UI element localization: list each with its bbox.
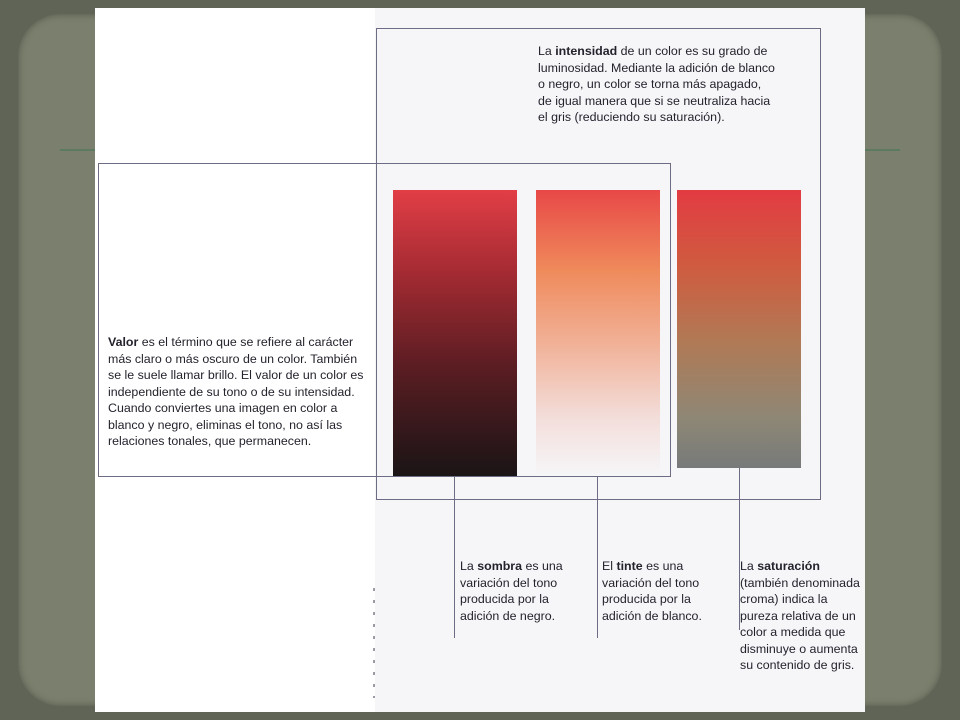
intensity-term: intensidad	[555, 44, 618, 58]
saturation-term: saturación	[757, 559, 820, 573]
shade-term: sombra	[477, 559, 522, 573]
saturation-caption	[740, 558, 860, 674]
intensity-paragraph	[538, 43, 778, 126]
tint-prefix: El	[602, 559, 617, 573]
shade-swatch	[393, 190, 517, 476]
page-left-lower	[95, 475, 375, 712]
tint-caption	[602, 558, 722, 624]
saturation-prefix: La	[740, 559, 758, 573]
tint-leader-line	[597, 476, 598, 638]
value-body: es el término que se refiere al carácter más claro o más oscuro de un color. También se le suele llamar brillo. El valor de un color es independiente de su tono o de su intensidad. Cuando conviertes una imagen en color a blanco y negro, eliminas el tono, no así las relaciones tonales, que permanecen.	[108, 335, 364, 448]
intensity-body: de un color es su grado de luminosidad. Mediante la adición de blanco o negro, un color se torna más apagado, de igual manera que si se neutraliza hacia el gris (reduciendo su saturación).	[538, 44, 775, 124]
scanned-page	[95, 8, 865, 712]
shade-prefix: La	[460, 559, 478, 573]
saturation-swatch	[677, 190, 801, 468]
value-term: Valor	[108, 335, 139, 349]
tint-body: es una variación del tono producida por la adición de blanco.	[602, 559, 702, 623]
shade-leader-line	[454, 476, 455, 638]
intensity-prefix: La	[538, 44, 556, 58]
saturation-body: (también denominada croma) indica la pureza relativa de un color a medida que disminuye o aumenta su contenido de gris.	[740, 575, 860, 672]
tint-term: tinte	[616, 559, 643, 573]
page-gutter-marks	[373, 588, 375, 698]
shade-caption	[460, 558, 580, 624]
shade-body: es una variación del tono producida por la adición de negro.	[460, 559, 563, 623]
value-paragraph	[108, 334, 370, 450]
tint-swatch	[536, 190, 660, 476]
